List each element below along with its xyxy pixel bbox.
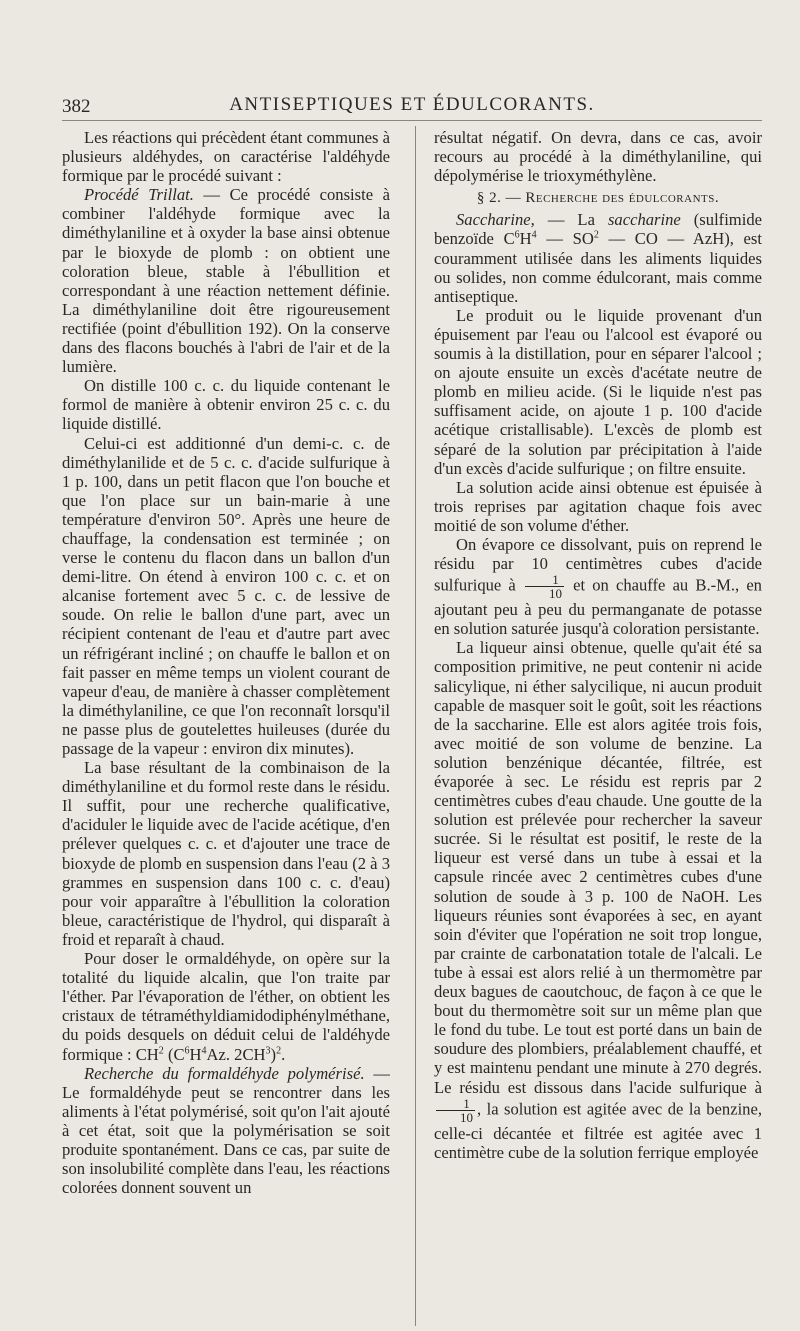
paragraph: résultat négatif. On devra, dans ce cas, avoir recours au procédé à la diméthylaniline, qui dépolymérise le trioxyméthylène.: [434, 128, 762, 186]
page-number: 382: [62, 96, 91, 117]
paragraph: La solution acide ainsi obtenue est épuisée à trois reprises par agitation chaque fois avec moitié de son volume d'éther.: [434, 477, 762, 535]
paragraph: Recherche du formaldéhyde polymérisé. — Le formaldéhyde peut se rencontrer dans les aliments à l'état polymérisé, soit qu'on l'ait ajouté à cet état, soit que la polymérisation se soit produite spontanément. Dans ce cas, par suite de son insolubilité complète dans l'eau, les réactions colorées donnent souvent un: [62, 1063, 390, 1198]
left-column: [62, 128, 390, 1323]
paragraph: Saccharine, — La saccharine (sulfimide benzoïde $C^6H^4$ — $SO^2$ — CO — AzH), est couramment utilisée dans les aliments liquides ou solides, non comme édulcorant, mais comme antiseptique.: [434, 210, 762, 306]
paragraph: Les réactions qui précèdent étant communes à plusieurs aldéhydes, on caractérise l'aldéhyde formique par le procédé suivant :: [62, 128, 390, 186]
column-divider: [415, 126, 416, 1326]
run-in-heading: Saccharine,: [456, 210, 535, 230]
paragraph: Le produit ou le liquide provenant d'un épuisement par l'eau ou l'alcool est évaporé ou soumis à la distillation, pour en séparer l'alcool ; on ajoute ensuite un excès d'acétate neutre de plomb en milieu acide. (Si le liquide n'est pas suffisament acide, on ajoute 1 p. 100 d'acide acétique cristallisable). L'excès de plomb est séparé de la solution par précipitation à l'aide d'un excès d'acide sulfurique ; on filtre ensuite.: [434, 305, 762, 478]
fraction: $\frac{1}{10}$: [436, 1097, 475, 1124]
running-title: ANTISEPTIQUES ET ÉDULCORANTS.: [229, 94, 595, 115]
run-in-heading: Procédé Trillat.: [84, 185, 194, 205]
paragraph: Celui-ci est additionné d'un demi-c. c. de diméthylanilide et de 5 c. c. d'acide sulfurique à 1 p. 100, dans un petit flacon que l'on bouche et que l'on place sur un bain-marie à une température d'environ 50°. Après une heure de chauffage, la condensation est terminée ; on verse le contenu du flacon dans un ballon d'un demi-litre. On étend à environ 100 c. c. et on alcanise fortement avec 5 c. c. de lessive de soude. On relie le ballon d'une part, avec un récipient contenant de l'eau et d'autre part avec un réfrigérant incliné ; on chauffe le ballon et on fait passer en même temps un violent courant de vapeur d'eau, de manière à chasser complètement la diméthylaniline, ce que l'on reconnaît lorsqu'il ne passe plus de goutelettes huileuses (durée du passage de la vapeur : environ dix minutes).: [62, 433, 390, 758]
paragraph: On distille 100 c. c. du liquide contenant le formol de manière à obtenir environ 25 c. c. du liquide distillé.: [62, 376, 390, 434]
header-rule: [62, 120, 762, 121]
section-heading: § 2. — Recherche des édulcorants.: [476, 190, 720, 207]
run-in-heading: Recherche du formaldéhyde polymérisé.: [84, 1063, 365, 1083]
paragraph: Procédé Trillat. — Ce procédé consiste à combiner l'aldéhyde formique avec la diméthylaniline et à oxyder la base ainsi obtenue par le bioxyde de plomb : on obtient une coloration bleue, stable à l'ébullition et correspondant à une réaction nettement définie. La diméthylaniline doit être rigoureusement rectifiée (point d'ébullition 192). On la conserve dans des flacons bouchés à l'abri de l'air et de la lumière.: [62, 185, 390, 377]
paragraph: On évapore ce dissolvant, puis on reprend le résidu par 10 centimètres cubes d'acide sulfurique à $\frac{1}{10}$ et on chauffe au B.-M., en ajoutant peu à peu du permanganate de potasse en solution saturée jusqu'à coloration persistante.: [434, 534, 762, 639]
fraction: $\frac{1}{10}$: [525, 573, 564, 600]
paragraph: Pour doser le ormaldéhyde, on opère sur la totalité du liquide alcalin, que l'on traite par l'éther. Par l'évaporation de l'éther, on obtient les cristaux de tétraméthyldiamidodiphénylméthane, du poids desquels on déduit celui de l'aldéhyde formique : $CH^2$ ($C^6H^4Az$. $2CH^3)^2$.: [62, 949, 390, 1064]
paragraph: La base résultant de la combinaison de la diméthylaniline et du formol reste dans le résidu. Il suffit, pour une recherche qualificative, d'aciduler le liquide avec de l'acide acétique, d'en prélever quelques c. c. et d'ajouter une trace de bioxyde de plomb en suspension dans l'eau (2 à 3 grammes en suspension dans 100 c. c. d'eau) pour voir apparaître à l'ébullition la coloration bleue, caractéristique de l'hydrol, qui disparaît à froid et reparaît à chaud.: [62, 758, 390, 949]
paragraph: La liqueur ainsi obtenue, quelle qu'ait été sa composition primitive, ne peut contenir ni acide salicylique, ni éther salycilique, ni aucun produit capable de masquer soit le goût, soit les réactions de la saccharine. Elle est alors agitée trois fois, avec moitié de son volume de benzine. La solution benzénique décantée, filtrée, est évaporée à sec. Le résidu est repris par 2 centimètres cubes d'eau chaude. Une goutte de la solution est prélevée pour rechercher la saveur sucrée. Si le résultat est positif, le reste de la liqueur est versé dans un tube à essai et la capsule rincée avec 2 centimètres cubes d'une solution de soude à 3 p. 100 de NaOH. Les liqueurs réunies sont évaporées à sec, en ayant soin d'éviter que l'opération ne soit trop longue, par crainte de carbonatation totale de l'alcali. Le tube à essai est alors relié à un thermomètre par deux bagues de caoutchouc, de façon à ce que le bout du thermomètre soit sur un même plan que le fond du tube. Le tout est porté dans un bain de soudure des plombiers, préalablement chauffé, et y est maintenu pendant une minute à 270 degrés. Le résidu est dissous dans l'acide sulfurique à $\frac{1}{10}$ , la solution est agitée avec de la benzine, celle-ci décantée et filtrée est agitée avec 1 centimètre cube de la solution ferrique employée: [434, 638, 762, 1162]
right-column: [434, 128, 762, 1323]
